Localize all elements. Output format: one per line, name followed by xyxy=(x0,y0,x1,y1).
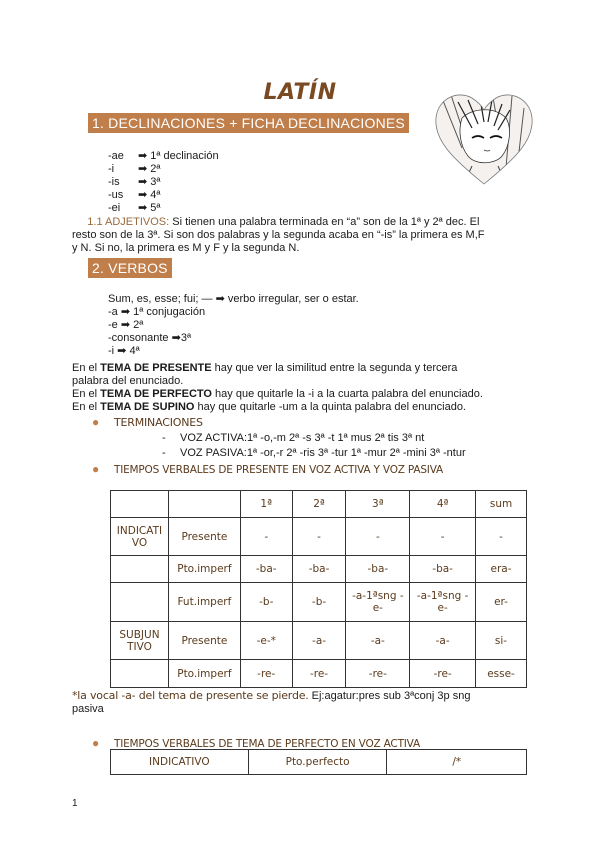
table-cell xyxy=(111,556,169,583)
table-cell: si- xyxy=(476,622,527,660)
arrow-icon: ➡ xyxy=(117,345,127,357)
arrow-icon: ➡ xyxy=(138,163,151,175)
table-cell: -a- xyxy=(292,622,346,660)
table-row xyxy=(111,518,527,556)
perfect-tenses-table xyxy=(110,749,527,775)
list-item xyxy=(108,319,359,332)
table-row xyxy=(111,556,527,583)
declension-value: 1ª declinación xyxy=(150,150,219,162)
arrow-icon: ➡ xyxy=(120,319,131,331)
arrow-icon: ➡ xyxy=(138,202,151,214)
tiempos-perfecto-bullet xyxy=(92,736,420,750)
arrow-icon: ➡ xyxy=(171,332,181,344)
table-header-cell: Pto.perfecto xyxy=(248,750,387,775)
conj-value: 3ª xyxy=(180,332,192,344)
table-cell: er- xyxy=(476,583,527,622)
table-row xyxy=(111,660,527,688)
table-cell: -b- xyxy=(292,583,346,622)
table-header-cell: sum xyxy=(476,491,527,518)
table-cell: -ba- xyxy=(292,556,346,583)
adjetivos-line-1 xyxy=(72,216,532,229)
text: En el xyxy=(72,362,101,374)
list-item xyxy=(108,150,219,163)
adjetivos-line-3: y N. Si no, la primera es M y F y la segunda N. xyxy=(72,242,300,254)
conj-value: 4ª xyxy=(129,345,140,357)
table-cell xyxy=(111,660,169,688)
tema-perfecto-label: TEMA DE PERFECTO xyxy=(100,388,212,400)
voz-pasiva-text: VOZ PASIVA:1ª -or,-r 2ª -ris 3ª -tur 1ª -mur 2ª -mini 3ª -ntur xyxy=(180,447,466,459)
table-header-cell: 4ª xyxy=(410,491,476,518)
table-row xyxy=(111,583,527,622)
table-cell: -re- xyxy=(346,660,410,688)
list-item xyxy=(162,447,466,460)
list-item xyxy=(108,306,359,319)
text: En el xyxy=(72,388,101,400)
table-cell: Pto.imperf xyxy=(168,556,240,583)
bullet-icon: ● xyxy=(92,462,100,476)
table-cell: -ba- xyxy=(240,556,292,583)
table-cell: - xyxy=(292,518,346,556)
table-cell: Presente xyxy=(168,518,240,556)
table-header-cell: 2ª xyxy=(292,491,346,518)
table-header-cell xyxy=(111,491,169,518)
table-cell: Fut.imperf xyxy=(168,583,240,622)
table-cell: SUBJUN TIVO xyxy=(111,622,169,660)
table-cell: INDICATI VO xyxy=(111,518,169,556)
table-row xyxy=(111,622,527,660)
verb-tenses-table xyxy=(110,490,527,688)
declension-value: 2ª xyxy=(150,163,161,175)
table-cell: era- xyxy=(476,556,527,583)
declension-value: 3ª xyxy=(150,176,161,188)
table-cell: - xyxy=(240,518,292,556)
declension-suffix: -i xyxy=(108,163,115,175)
table-cell: - xyxy=(476,518,527,556)
table-cell: -a-1ªsng -e- xyxy=(410,583,476,622)
table-cell: -a- xyxy=(410,622,476,660)
table-note xyxy=(72,689,542,716)
bullet-icon: ● xyxy=(92,415,100,429)
tema-perfecto-line xyxy=(72,388,542,401)
manga-portrait-illustration xyxy=(432,88,536,188)
text: hay que ver la similitud entre la segunda y tercera xyxy=(211,362,458,374)
tema-supino-line xyxy=(72,401,542,414)
adjetivos-paragraph xyxy=(72,216,532,255)
terminaciones-bullet xyxy=(92,415,203,429)
arrow-icon: ➡ xyxy=(138,189,151,201)
note-line-2: pasiva xyxy=(72,703,104,715)
dash-icon: - xyxy=(162,447,166,459)
terminaciones-label: TERMINACIONES xyxy=(114,416,203,429)
conj-value: 2ª xyxy=(133,319,144,331)
list-item xyxy=(108,176,219,189)
dash-icon: - xyxy=(162,432,166,444)
list-item xyxy=(108,202,219,215)
arrow-icon: ➡ xyxy=(215,293,225,305)
arrow-icon: ➡ xyxy=(138,176,151,188)
tema-paragraphs xyxy=(72,362,542,414)
table-cell: -re- xyxy=(410,660,476,688)
table-cell xyxy=(111,583,169,622)
conj-suffix: -a xyxy=(108,306,118,318)
tiempos-presente-bullet xyxy=(92,462,443,476)
tema-presente-line xyxy=(72,362,542,375)
tiempos-perfecto-label: TIEMPOS VERBALES DE TEMA DE PERFECTO EN VOZ ACTIVA xyxy=(114,738,420,750)
table-cell: -ba- xyxy=(410,556,476,583)
tema-presente-line-2: palabra del enunciado. xyxy=(72,375,184,387)
list-item xyxy=(108,189,219,202)
arrow-icon: ➡ xyxy=(138,150,151,162)
tema-supino-label: TEMA DE SUPINO xyxy=(100,401,195,413)
section-heading-text: 1. DECLINACIONES + FICHA DECLINACIONES xyxy=(88,113,409,133)
adjetivos-text: Si tienen una palabra terminada en “a” son de la 1ª y 2ª dec. El xyxy=(172,216,480,228)
conj-suffix: -e xyxy=(108,319,118,331)
verb-intro xyxy=(108,293,359,358)
sum-text: Sum, es, esse; fui; — xyxy=(108,293,213,305)
text: En el xyxy=(72,401,101,413)
table-cell: -a-1ªsng -e- xyxy=(346,583,410,622)
declension-value: 4ª xyxy=(150,189,161,201)
adjetivos-label: 1.1 ADJETIVOS: xyxy=(87,216,170,228)
conj-suffix: -i xyxy=(108,345,115,357)
arrow-icon: ➡ xyxy=(120,306,131,318)
conj-value: 1ª conjugación xyxy=(133,306,206,318)
table-cell: Pto.imperf xyxy=(168,660,240,688)
tiempos-presente-label: TIEMPOS VERBALES DE PRESENTE EN VOZ ACTIVA Y VOZ PASIVA xyxy=(114,464,443,476)
list-item xyxy=(162,432,466,445)
table-header-row xyxy=(111,750,527,775)
section-heading-verbos xyxy=(88,260,172,276)
tema-presente-label: TEMA DE PRESENTE xyxy=(100,362,212,374)
table-cell: -e-* xyxy=(240,622,292,660)
bullet-icon: ● xyxy=(92,736,100,750)
declension-list xyxy=(108,150,219,215)
list-item xyxy=(108,163,219,176)
sum-line xyxy=(108,293,359,306)
table-cell: Presente xyxy=(168,622,240,660)
declension-suffix: -is xyxy=(108,176,120,188)
table-header-cell: /* xyxy=(387,750,527,775)
table-cell: -ba- xyxy=(346,556,410,583)
table-header-cell: 1ª xyxy=(240,491,292,518)
table-cell: -re- xyxy=(240,660,292,688)
declension-suffix: -ei xyxy=(108,202,121,214)
table-cell: -re- xyxy=(292,660,346,688)
section-heading-declinaciones xyxy=(88,115,409,131)
text: hay que quitarle -um a la quinta palabra del enunciado. xyxy=(194,401,466,413)
text: hay que quitarle la -i a la cuarta palabra del enunciado. xyxy=(211,388,483,400)
table-cell: - xyxy=(346,518,410,556)
table-cell: esse- xyxy=(476,660,527,688)
table-cell: -b- xyxy=(240,583,292,622)
declension-suffix: -ae xyxy=(108,150,124,162)
section-heading-text: 2. VERBOS xyxy=(88,258,172,278)
list-item xyxy=(108,332,359,345)
page-title: LATÍN xyxy=(263,80,337,105)
page-number: 1 xyxy=(72,798,78,809)
list-item xyxy=(108,345,359,358)
table-header-cell xyxy=(168,491,240,518)
table-cell: - xyxy=(410,518,476,556)
note-printed: Ej:agatur:pres sub 3ªconj 3p sng xyxy=(308,690,471,702)
conj-suffix: -consonante xyxy=(108,332,169,344)
voz-activa-text: VOZ ACTIVA:1ª -o,-m 2ª -s 3ª -t 1ª mus 2ª tis 3ª nt xyxy=(180,432,425,444)
table-header-cell: INDICATIVO xyxy=(111,750,249,775)
declension-suffix: -us xyxy=(108,189,124,201)
note-line-1 xyxy=(72,689,542,703)
note-handwritten: *la vocal -a- del tema de presente se pierde. xyxy=(72,689,309,702)
adjetivos-line-2: resto son de la 3ª. Si son dos palabras y la segunda acaba en “-is” la primera es M,F xyxy=(72,229,485,241)
table-cell: -a- xyxy=(346,622,410,660)
table-header-row xyxy=(111,491,527,518)
sum-result: verbo irregular, ser o estar. xyxy=(227,293,359,305)
declension-value: 5ª xyxy=(150,202,161,214)
table-header-cell: 3ª xyxy=(346,491,410,518)
voz-list xyxy=(162,432,466,460)
